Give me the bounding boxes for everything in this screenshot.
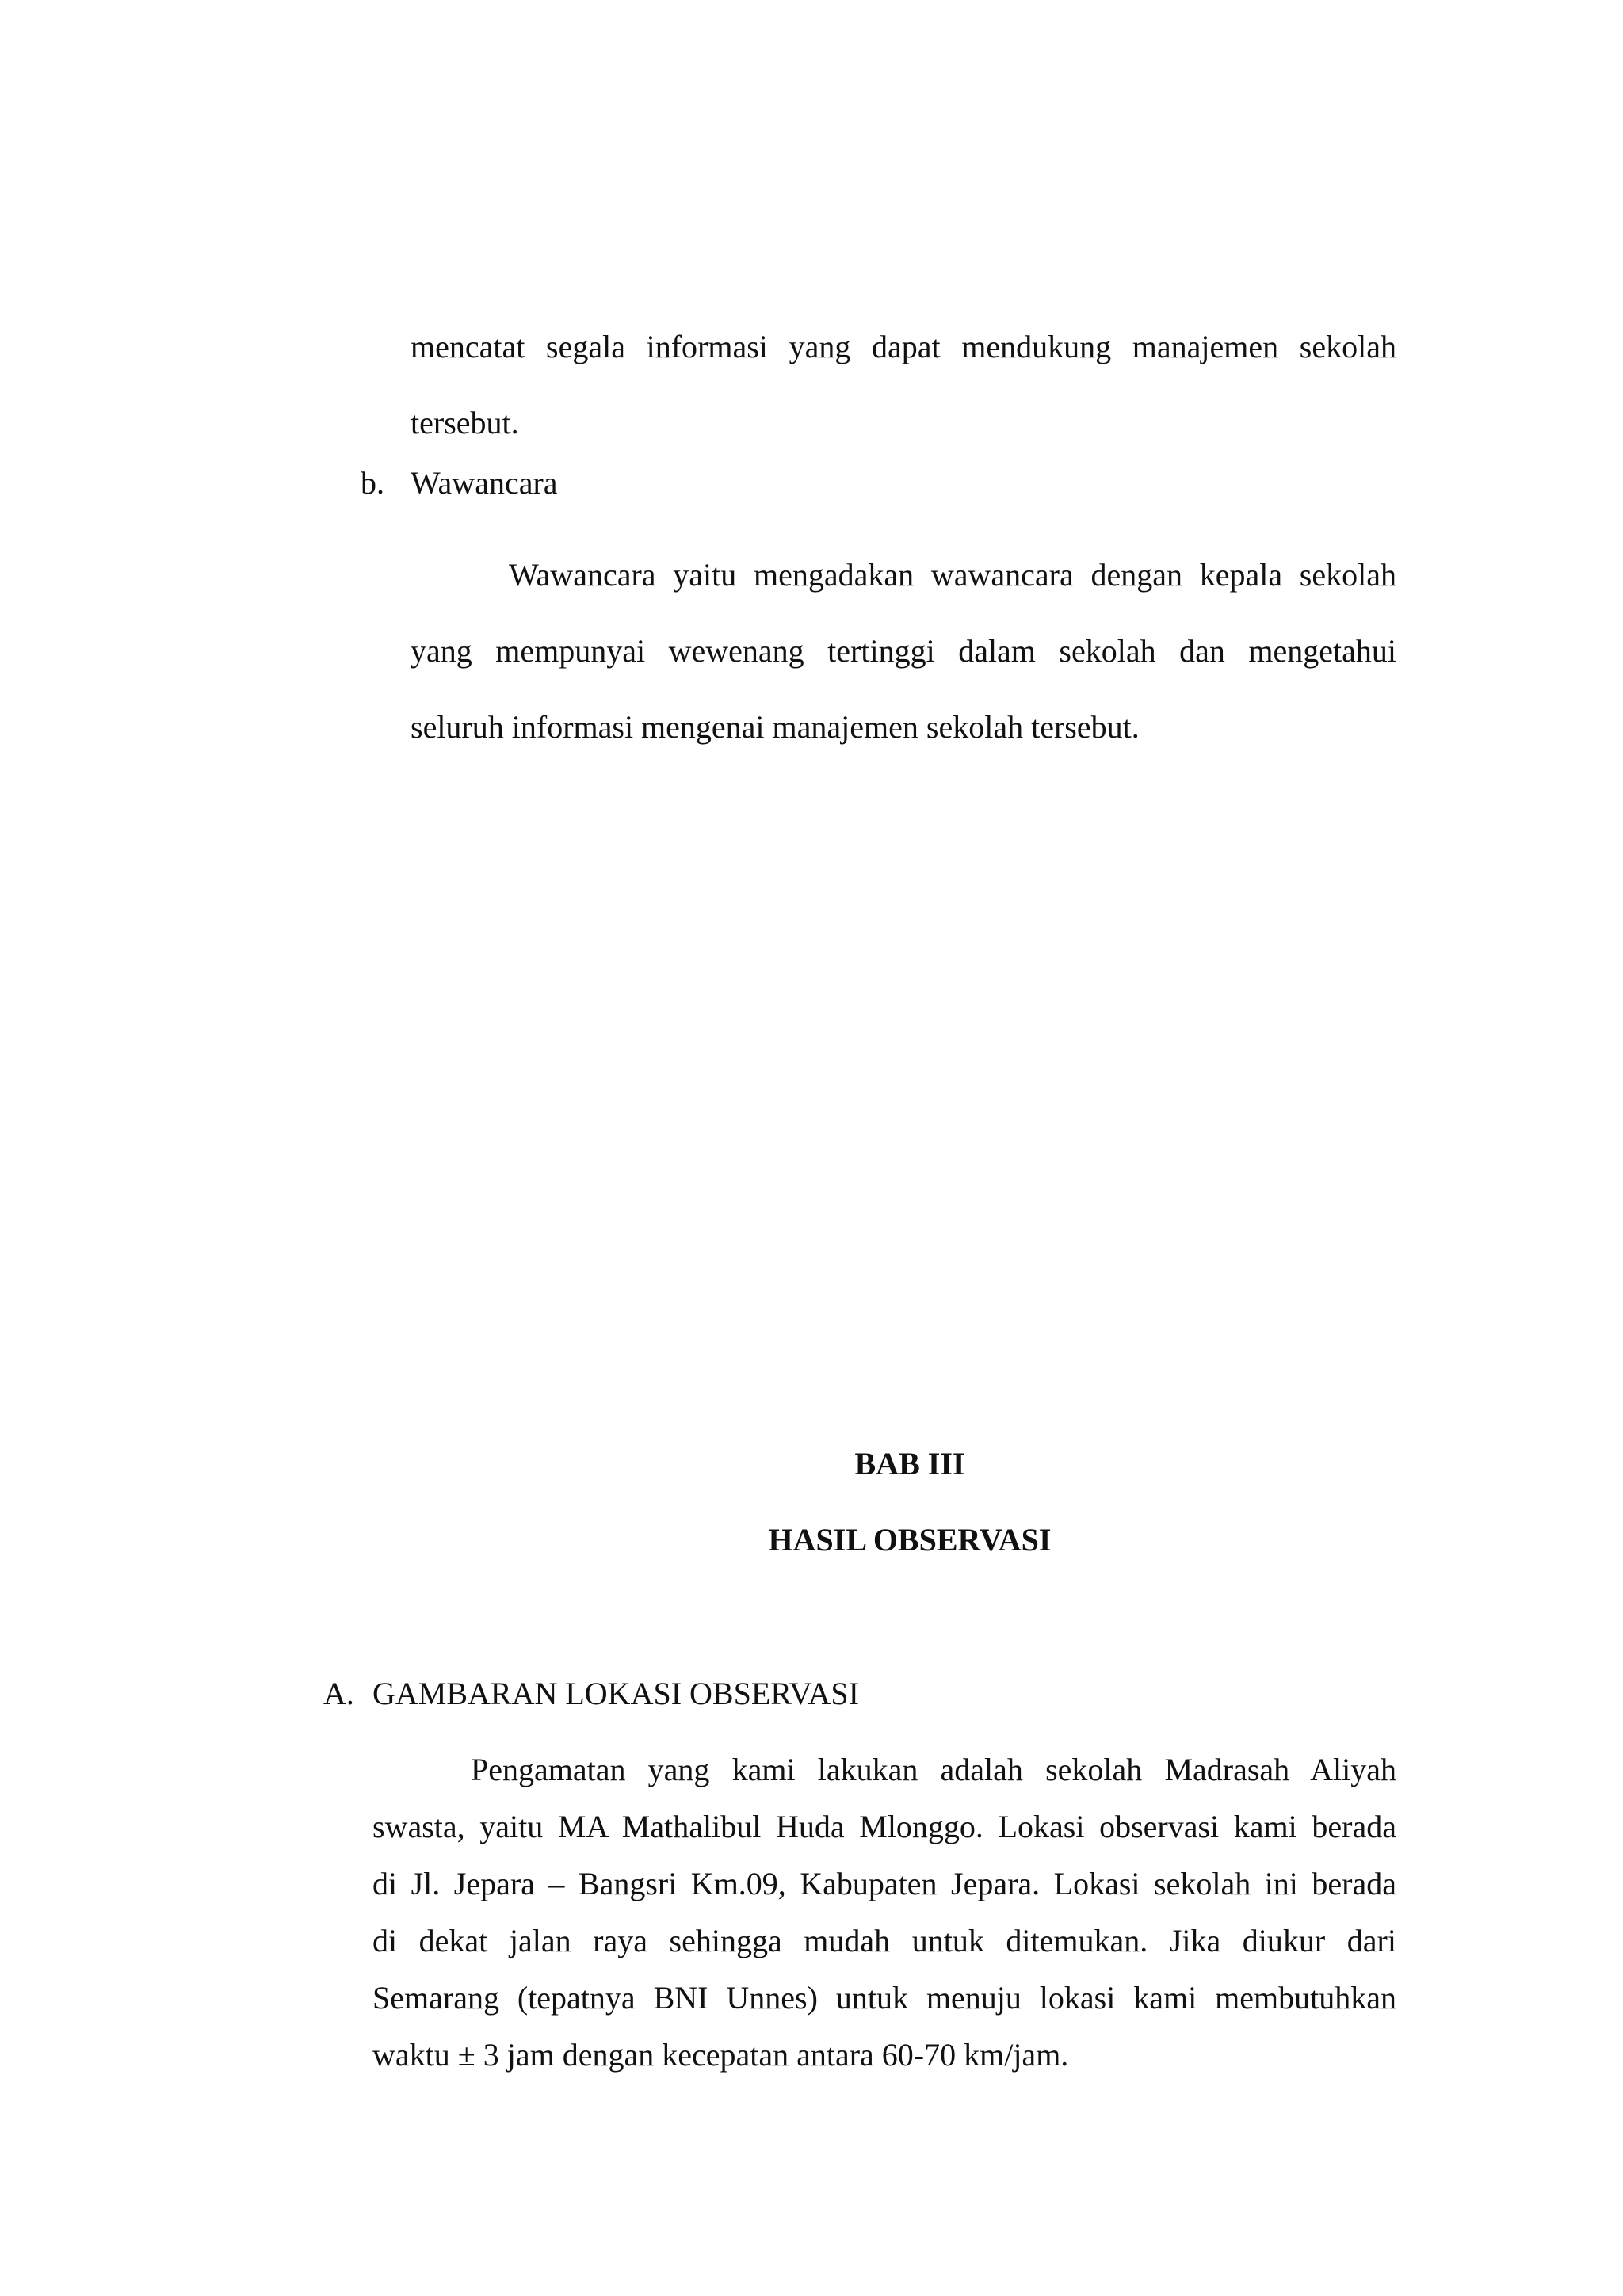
wawancara-paragraph xyxy=(411,537,1396,765)
list-marker-b: b. xyxy=(361,465,384,501)
text-line: di Jl. Jepara – Bangsri Km.09, Kabupaten Jepara. Lokasi sekolah ini berada xyxy=(372,1866,1396,1901)
text-line: Wawancara yaitu mengadakan wawancara dengan kepala sekolah xyxy=(509,557,1396,593)
chapter-number: BAB III xyxy=(854,1446,965,1482)
text-line: yang mempunyai wewenang tertinggi dalam sekolah dan mengetahui xyxy=(411,633,1396,669)
section-marker-a: A. xyxy=(323,1676,354,1711)
section-a-paragraph xyxy=(372,1741,1396,2084)
text-line: Semarang (tepatnya BNI Unnes) untuk menuju lokasi kami membutuhkan xyxy=(372,1980,1396,2016)
text-line: di dekat jalan raya sehingga mudah untuk ditemukan. Jika diukur dari xyxy=(372,1923,1396,1958)
continuation-paragraph xyxy=(411,309,1396,461)
text-line: mencatat segala informasi yang dapat mendukung manajemen sekolah xyxy=(411,329,1396,364)
text-line: swasta, yaitu MA Mathalibul Huda Mlonggo. Lokasi observasi kami berada xyxy=(372,1809,1396,1844)
text-line: waktu ± 3 jam dengan kecepatan antara 60-70 km/jam. xyxy=(372,2037,1069,2073)
chapter-title: HASIL OBSERVASI xyxy=(768,1522,1052,1558)
text-line: tersebut. xyxy=(411,405,519,441)
text-line: seluruh informasi mengenai manajemen sekolah tersebut. xyxy=(411,709,1140,745)
list-item-title-wawancara: Wawancara xyxy=(411,465,558,501)
text-line: Pengamatan yang kami lakukan adalah sekolah Madrasah Aliyah xyxy=(471,1752,1396,1787)
section-heading: GAMBARAN LOKASI OBSERVASI xyxy=(372,1676,859,1711)
